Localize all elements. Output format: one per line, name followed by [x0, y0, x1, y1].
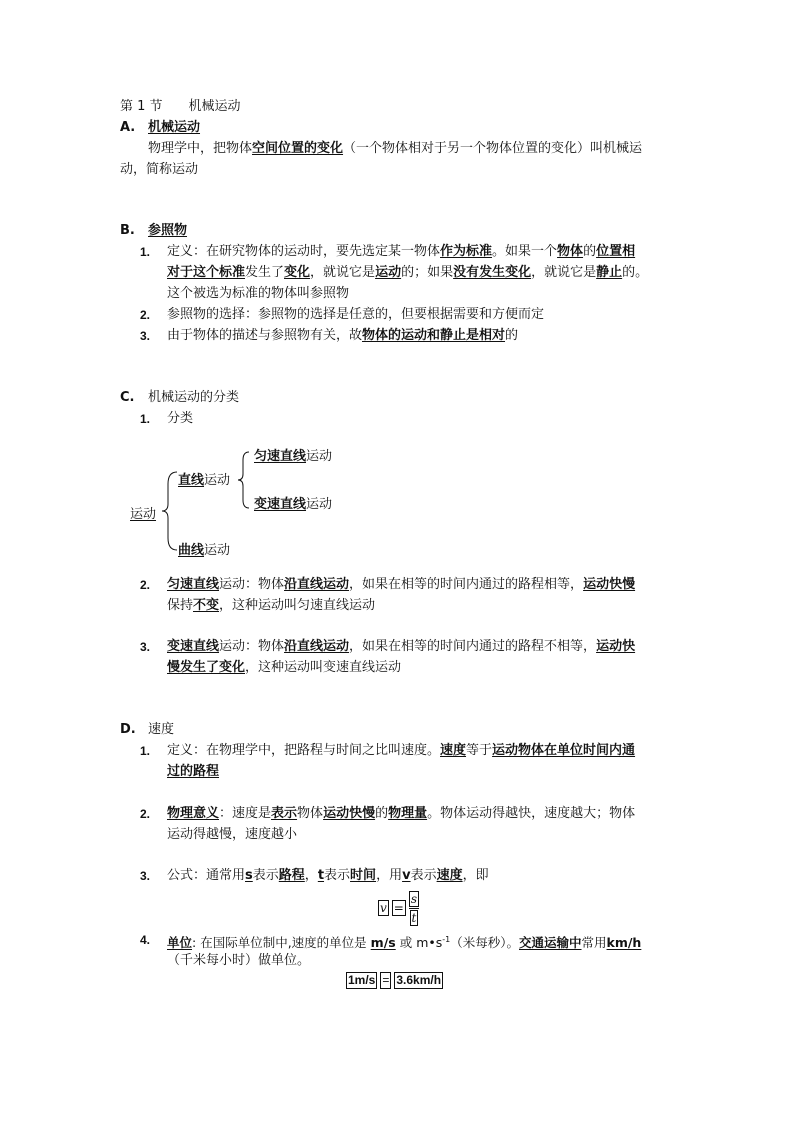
list-number: 3.	[140, 869, 151, 883]
tree-node-straight: 直线运动	[178, 473, 231, 488]
c3-line1: 变速直线运动：物体沿直线运动，如果在相等的时间内通过的路程不相等，运动快	[167, 639, 636, 654]
section-a-letter: A.	[120, 120, 136, 135]
b1-line2: 对于这个标准发生了变化，就说它是运动的；如果没有发生变化，就说它是静止的。	[167, 265, 649, 280]
formula-numerator: s	[410, 891, 418, 906]
d3-line: 公式：通常用s表示路程，t表示时间，用v表示速度，即	[167, 868, 489, 883]
list-number: 1.	[140, 744, 151, 758]
list-number: 3.	[140, 329, 151, 343]
c1-text: 分类	[167, 411, 194, 426]
conversion-lhs: 1m/s	[348, 973, 376, 987]
d2-line2: 运动得越慢，速度越小	[167, 827, 298, 842]
section-a-paragraph-line1: 物理学中，把物体空间位置的变化（一个物体相对于另一个物体位置的变化）叫机械运	[148, 141, 643, 156]
conversion-equals: =	[382, 973, 390, 987]
section-d-heading: 速度	[148, 722, 175, 737]
section-b-letter: B.	[120, 223, 135, 238]
list-number: 4.	[140, 933, 151, 947]
list-number: 1.	[140, 412, 151, 426]
d1-line2: 过的路程	[167, 764, 220, 779]
section-c-heading: 机械运动的分类	[148, 390, 240, 405]
d1-line1: 定义：在物理学中，把路程与时间之比叫速度。速度等于运动物体在单位时间内通	[167, 743, 636, 758]
section-a-paragraph-line2: 动，简称运动	[120, 162, 199, 177]
c3-line2: 慢发生了变化，这种运动叫变速直线运动	[167, 660, 402, 675]
c2-line1: 匀速直线运动：物体沿直线运动，如果在相等的时间内通过的路程相等，运动快慢	[167, 577, 636, 592]
b1-line1: 定义：在研究物体的运动时，要先选定某一物体作为标准。如果一个物体的位置相	[167, 244, 636, 259]
page-title: 第 1 节 机械运动	[120, 99, 241, 114]
b2-text: 参照物的选择：参照物的选择是任意的，但要根据需要和方便而定	[167, 307, 545, 322]
unit-conversion	[346, 972, 443, 989]
tree-node-variable: 变速直线运动	[254, 497, 333, 512]
tree-root-motion: 运动	[130, 507, 157, 522]
tree-brace-straight	[236, 450, 252, 510]
fraction-bar	[409, 908, 419, 909]
formula-equals: =	[393, 901, 404, 915]
c2-line2: 保持不变，这种运动叫匀速直线运动	[167, 598, 376, 613]
section-d-letter: D.	[120, 722, 136, 737]
tree-node-uniform: 匀速直线运动	[254, 449, 333, 464]
b3-text: 由于物体的描述与参照物有关，故物体的运动和静止是相对的	[167, 328, 519, 343]
tree-node-curve: 曲线运动	[178, 543, 231, 558]
d4-line1: 单位: 在国际单位制中,速度的单位是 m/s 或 $m•s^{-1}$（米每秒）。交通运输中常用km/h	[167, 935, 642, 951]
list-number: 2.	[140, 308, 151, 322]
list-number: 2.	[140, 578, 151, 592]
section-c-letter: C.	[120, 390, 135, 405]
tree-brace-root	[160, 470, 180, 552]
formula-fraction	[409, 891, 419, 926]
section-a-heading: 机械运动	[148, 120, 201, 135]
list-number: 1.	[140, 245, 151, 259]
list-number: 2.	[140, 807, 151, 821]
formula-denominator: t	[411, 910, 417, 925]
conversion-rhs: 3.6km/h	[396, 973, 442, 987]
d2-line1: 物理意义：速度是表示物体运动快慢的物理量。物体运动得越快，速度越大；物体	[167, 806, 636, 821]
formula-lhs: v	[380, 901, 387, 915]
d4-line2: （千米每小时）做单位。	[167, 953, 311, 968]
list-number: 3.	[140, 640, 151, 654]
section-b-heading: 参照物	[148, 223, 188, 238]
b1-line3: 这个被选为标准的物体叫参照物	[167, 286, 350, 301]
velocity-formula	[378, 890, 419, 926]
